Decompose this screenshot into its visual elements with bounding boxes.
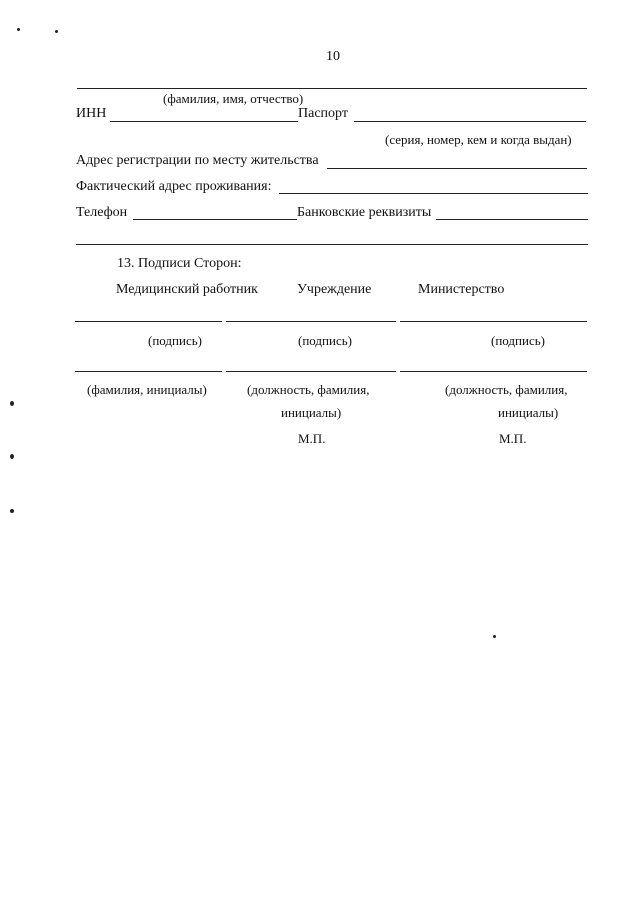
ministry-signature-line xyxy=(400,321,587,322)
institution-signature-caption: (подпись) xyxy=(298,333,352,348)
bank-label: Банковские реквизиты xyxy=(297,205,432,220)
party-medic: Медицинский работник xyxy=(116,282,258,297)
party-institution: Учреждение xyxy=(297,282,372,297)
ministry-name-line xyxy=(400,371,587,372)
signatures-heading: 13. Подписи Сторон: xyxy=(117,256,242,271)
passport-line xyxy=(354,121,586,122)
scan-speck xyxy=(493,635,496,638)
ministry-name-caption-1: (должность, фамилия, xyxy=(445,382,568,397)
institution-stamp: М.П. xyxy=(298,431,326,446)
party-ministry: Министерство xyxy=(418,282,505,297)
reg-address-label: Адрес регистрации по месту жительства xyxy=(76,153,319,168)
scan-speck xyxy=(10,401,14,406)
ministry-stamp: М.П. xyxy=(499,431,527,446)
phone-line xyxy=(133,219,297,220)
institution-name-caption-1: (должность, фамилия, xyxy=(247,382,370,397)
medic-name-line xyxy=(75,371,222,372)
institution-name-caption-2: инициалы) xyxy=(281,405,342,420)
fio-caption: (фамилия, имя, отчество) xyxy=(163,91,304,106)
medic-signature-line xyxy=(75,321,222,322)
actual-address-label: Фактический адрес проживания: xyxy=(76,179,272,194)
actual-address-line xyxy=(279,193,588,194)
phone-label: Телефон xyxy=(76,205,128,220)
page-number: 10 xyxy=(326,49,340,64)
institution-signature-line xyxy=(226,321,396,322)
inn-label: ИНН xyxy=(76,106,107,121)
ministry-name-caption-2: инициалы) xyxy=(498,405,559,420)
bank-extra-line xyxy=(76,244,588,245)
passport-label: Паспорт xyxy=(298,106,348,121)
ministry-signature-caption: (подпись) xyxy=(491,333,545,348)
fio-line xyxy=(77,88,587,89)
reg-address-line xyxy=(327,168,587,169)
scan-speck xyxy=(55,30,58,33)
medic-signature-caption: (подпись) xyxy=(148,333,202,348)
passport-caption: (серия, номер, кем и когда выдан) xyxy=(385,132,572,147)
scan-speck xyxy=(10,509,14,513)
bank-line xyxy=(436,219,588,220)
scan-speck xyxy=(10,454,14,459)
inn-line xyxy=(110,121,298,122)
scan-speck xyxy=(17,28,20,31)
institution-name-line xyxy=(226,371,396,372)
medic-name-caption: (фамилия, инициалы) xyxy=(87,382,207,397)
